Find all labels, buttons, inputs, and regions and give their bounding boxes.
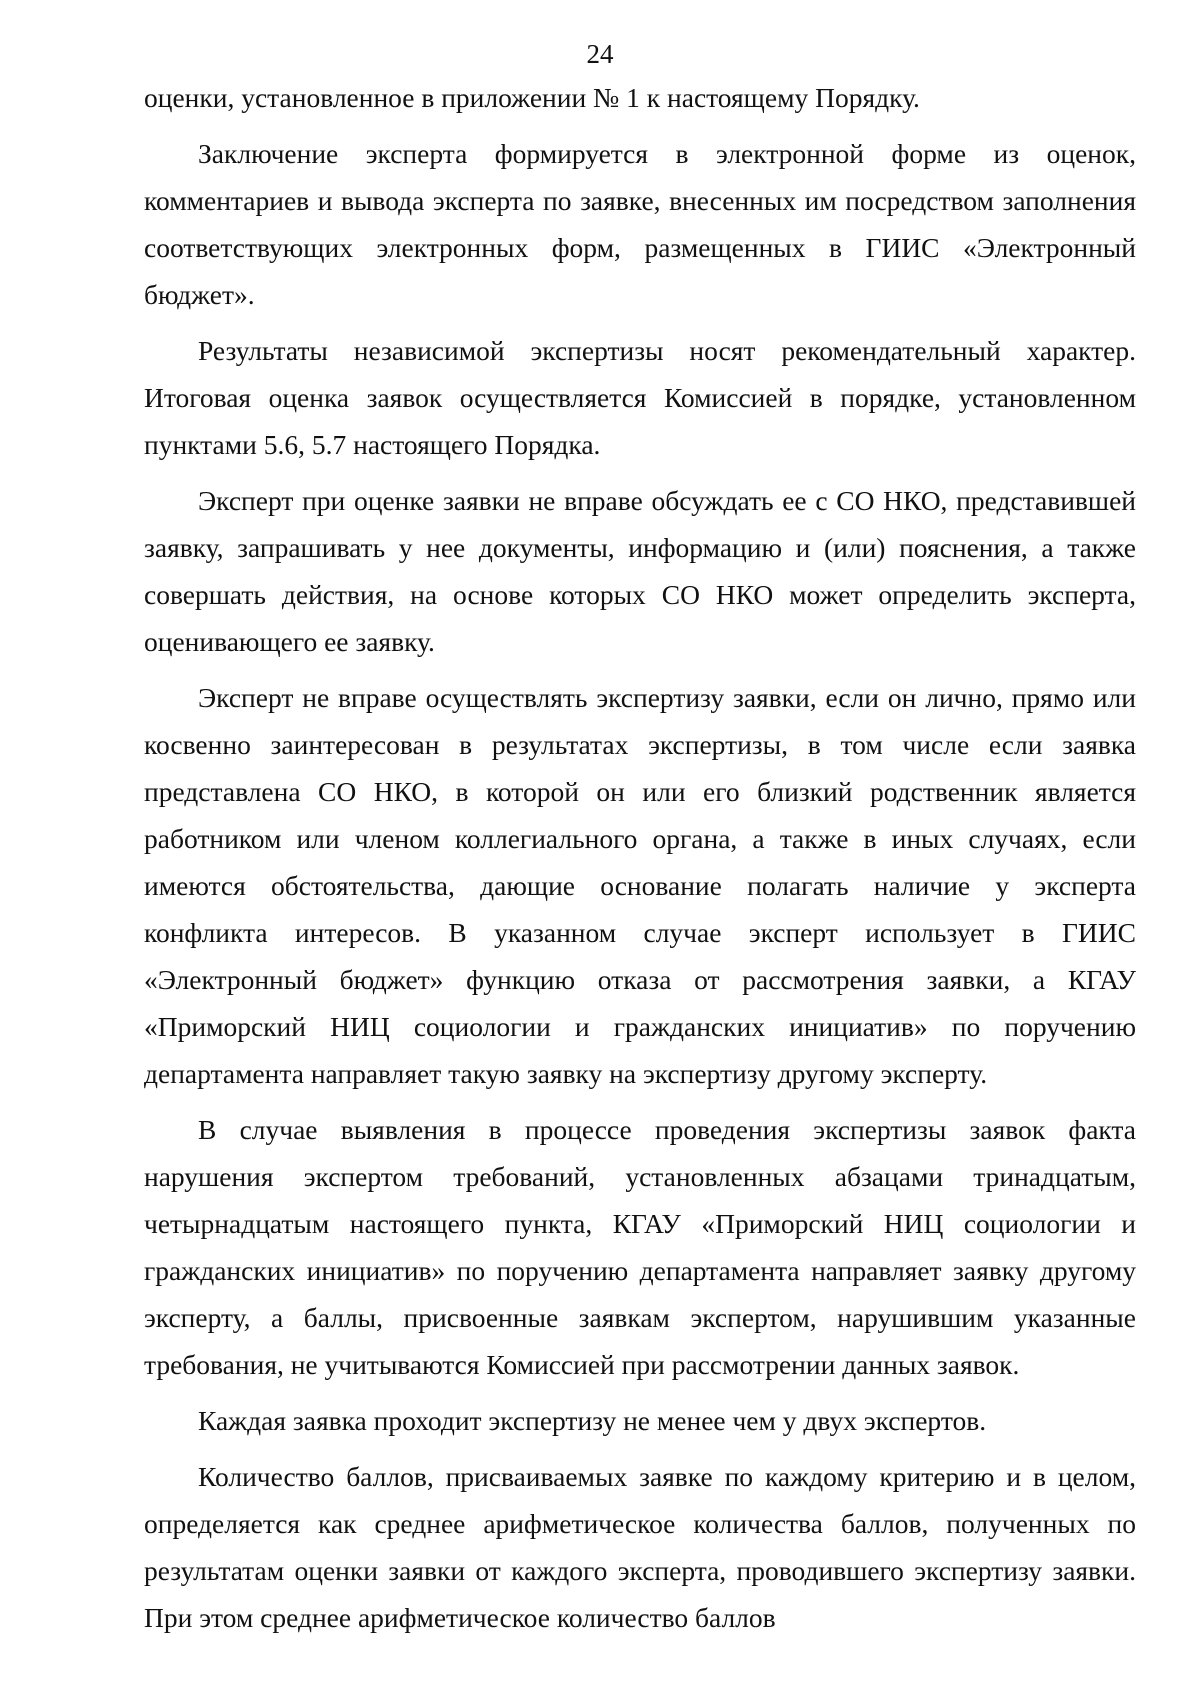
paragraph-score-calculation: Количество баллов, присваиваемых заявке по каждому критерию и в целом, определяется как среднее арифметическое количества баллов, полученных по результатам оценки заявки от каждого эксперта, проводившего экспертизу заявки. При этом среднее арифметическое количество баллов [144,1461,1136,1633]
paragraph-two-experts: Каждая заявка проходит экспертизу не менее чем у двух экспертов. [198,1405,987,1436]
paragraph-continuation: оценки, установленное в приложении № 1 к настоящему Порядку. [144,82,920,113]
page-number: 24 [586,39,614,69]
document-body [144,74,1136,1641]
paragraph-expertise-results: Результаты независимой экспертизы носят рекомендательный характер. Итоговая оценка заявок осуществляется Комиссией в порядке, установленном пунктами 5.6, 5.7 настоящего Порядка. [144,335,1136,460]
paragraph-expert-restrictions: Эксперт при оценке заявки не вправе обсуждать ее с СО НКО, представившей заявку, запрашивать у нее документы, информацию и (или) пояснения, а также совершать действия, на основе которых СО НКО может определить эксперта, оценивающего ее заявку. [144,485,1136,657]
paragraph-conflict-of-interest: Эксперт не вправе осуществлять экспертизу заявки, если он лично, прямо или косвенно заинтересован в результатах экспертизы, в том числе если заявка представлена СО НКО, в которой он или его близкий родственник является работником или членом коллегиального органа, а также в иных случаях, если имеются обстоятельства, дающие основание полагать наличие у эксперта конфликта интересов. В указанном случае эксперт использует в ГИИС «Электронный бюджет» функцию отказа от рассмотрения заявки, а КГАУ «Приморский НИЦ социологии и гражданских инициатив» по поручению департамента направляет такую заявку на экспертизу другому эксперту. [144,682,1136,1089]
paragraph-expert-conclusion: Заключение эксперта формируется в электронной форме из оценок, комментариев и вывода эксперта по заявке, внесенных им посредством заполнения соответствующих электронных форм, размещенных в ГИИС «Электронный бюджет». [144,138,1136,310]
paragraph-violation-handling: В случае выявления в процессе проведения экспертизы заявок факта нарушения экспертом требований, установленных абзацами тринадцатым, четырнадцатым настоящего пункта, КГАУ «Приморский НИЦ социологии и гражданских инициатив» по поручению департамента направляет заявку другому эксперту, а баллы, присвоенные заявкам экспертом, нарушившим указанные требования, не учитываются Комиссией при рассмотрении данных заявок. [144,1114,1136,1380]
